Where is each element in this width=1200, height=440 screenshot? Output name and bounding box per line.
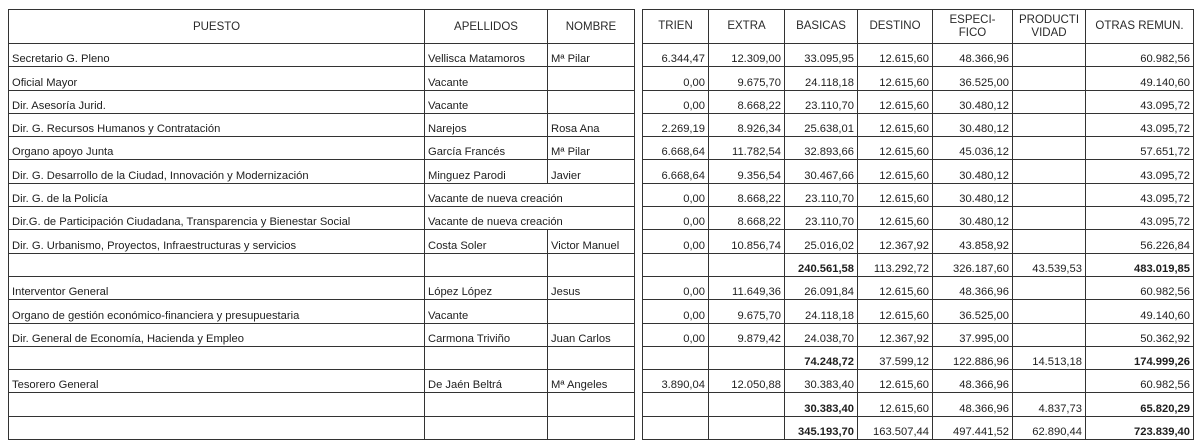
cell-apellidos (425, 393, 548, 416)
cell-especifico: 497.441,52 (933, 416, 1013, 439)
cell-destino: 12.615,60 (858, 44, 933, 67)
cell-otras: 43.095,72 (1086, 183, 1194, 206)
cell-trien: 0,00 (643, 90, 709, 113)
cell-especifico: 30.480,12 (933, 113, 1013, 136)
cell-nombre: Jesus (548, 276, 635, 299)
cell-destino: 12.615,60 (858, 183, 933, 206)
header-row (643, 10, 1194, 44)
table-row (643, 276, 1194, 299)
cell-especifico: 30.480,12 (933, 90, 1013, 113)
cell-trien: 0,00 (643, 183, 709, 206)
cell-otras: 174.999,26 (1086, 346, 1194, 369)
header-trien (643, 10, 709, 44)
cell-extra: 9.675,70 (709, 67, 785, 90)
cell-puesto: Tesorero General (9, 370, 425, 393)
cell-especifico: 45.036,12 (933, 137, 1013, 160)
header-text: TRIEN (658, 20, 693, 32)
cell-nombre: Victor Manuel (548, 230, 635, 253)
header-text: DESTINO (869, 20, 921, 32)
table-row (9, 300, 635, 323)
cell-basicas: 345.193,70 (785, 416, 858, 439)
table-row (9, 137, 635, 160)
cell-trien: 0,00 (643, 67, 709, 90)
cell-extra: 11.782,54 (709, 137, 785, 160)
table-row (9, 323, 635, 346)
cell-extra: 10.856,74 (709, 230, 785, 253)
cell-destino: 12.615,60 (858, 370, 933, 393)
table-row (9, 230, 635, 253)
cell-destino: 12.615,60 (858, 393, 933, 416)
subtotal-row (643, 346, 1194, 369)
cell-extra: 12.309,00 (709, 44, 785, 67)
cell-puesto: Dir. G. Urbanismo, Proyectos, Infraestructuras y servicios (9, 230, 425, 253)
cell-apellidos: Vacante (425, 90, 548, 113)
cell-destino: 12.615,60 (858, 113, 933, 136)
cell-especifico: 30.480,12 (933, 183, 1013, 206)
cell-puesto (9, 416, 425, 439)
table-row (9, 44, 635, 67)
cell-destino: 12.615,60 (858, 207, 933, 230)
cell-puesto (9, 346, 425, 369)
cell-nombre: Mª Angeles (548, 370, 635, 393)
cell-trien: 0,00 (643, 300, 709, 323)
cell-especifico: 37.995,00 (933, 323, 1013, 346)
cell-basicas: 23.110,70 (785, 207, 858, 230)
cell-basicas: 32.893,66 (785, 137, 858, 160)
header-basicas (785, 10, 858, 44)
cell-puesto: Dir. G. Recursos Humanos y Contratación (9, 113, 425, 136)
cell-destino: 12.615,60 (858, 137, 933, 160)
table-row (643, 370, 1194, 393)
cell-destino: 37.599,12 (858, 346, 933, 369)
cell-especifico: 122.886,96 (933, 346, 1013, 369)
cell-basicas: 30.467,66 (785, 160, 858, 183)
cell-basicas: 24.118,18 (785, 67, 858, 90)
cell-apellidos: Carmona Triviño (425, 323, 548, 346)
cell-nombre (548, 393, 635, 416)
table-row (643, 207, 1194, 230)
cell-destino: 12.615,60 (858, 276, 933, 299)
cell-otras: 43.095,72 (1086, 90, 1194, 113)
cell-apellidos: Minguez Parodi (425, 160, 548, 183)
header-otras (1086, 10, 1194, 44)
cell-productividad (1013, 160, 1086, 183)
cell-nombre (548, 346, 635, 369)
cell-puesto (9, 253, 425, 276)
cell-productividad: 14.513,18 (1013, 346, 1086, 369)
cell-apellidos: Vacante de nueva creación (425, 183, 635, 206)
cell-otras: 60.982,56 (1086, 44, 1194, 67)
cell-productividad (1013, 300, 1086, 323)
table-row (643, 160, 1194, 183)
cell-extra: 8.668,22 (709, 90, 785, 113)
cell-otras: 56.226,84 (1086, 230, 1194, 253)
header-extra (709, 10, 785, 44)
cell-basicas: 30.383,40 (785, 370, 858, 393)
cell-extra (709, 346, 785, 369)
table-row (9, 207, 635, 230)
subtotal-row (643, 393, 1194, 416)
cell-productividad: 4.837,73 (1013, 393, 1086, 416)
table-row (9, 160, 635, 183)
cell-trien: 0,00 (643, 207, 709, 230)
cell-nombre: Rosa Ana (548, 113, 635, 136)
header-row (9, 10, 635, 44)
header-destino (858, 10, 933, 44)
cell-nombre: Mª Pilar (548, 44, 635, 67)
cell-extra: 9.879,42 (709, 323, 785, 346)
header-text: ESPECI- (949, 13, 996, 26)
cell-puesto: Dir. General de Economía, Hacienda y Empleo (9, 323, 425, 346)
cell-puesto: Organo apoyo Junta (9, 137, 425, 160)
cell-especifico: 326.187,60 (933, 253, 1013, 276)
table-row (643, 137, 1194, 160)
table-row (643, 90, 1194, 113)
cell-trien: 6.668,64 (643, 137, 709, 160)
cell-productividad: 62.890,44 (1013, 416, 1086, 439)
cell-apellidos (425, 253, 548, 276)
cell-apellidos: García Francés (425, 137, 548, 160)
cell-otras: 49.140,60 (1086, 67, 1194, 90)
cell-productividad (1013, 183, 1086, 206)
cell-basicas: 26.091,84 (785, 276, 858, 299)
header-text: PRODUCTI (1018, 13, 1080, 26)
table-row (643, 183, 1194, 206)
cell-puesto: Secretario G. Pleno (9, 44, 425, 67)
cell-trien: 2.269,19 (643, 113, 709, 136)
cell-otras: 65.820,29 (1086, 393, 1194, 416)
cell-productividad (1013, 207, 1086, 230)
cell-trien: 6.668,64 (643, 160, 709, 183)
cell-basicas: 24.038,70 (785, 323, 858, 346)
header-especifico (933, 10, 1013, 44)
cell-extra: 8.668,22 (709, 207, 785, 230)
cell-especifico: 36.525,00 (933, 67, 1013, 90)
salary-table (642, 9, 1194, 440)
cell-extra: 9.356,54 (709, 160, 785, 183)
cell-destino: 12.615,60 (858, 67, 933, 90)
header-nombre: NOMBRE (548, 10, 635, 44)
cell-productividad: 43.539,53 (1013, 253, 1086, 276)
cell-nombre: Javier (548, 160, 635, 183)
cell-nombre (548, 90, 635, 113)
subtotal-row (643, 416, 1194, 439)
cell-trien: 6.344,47 (643, 44, 709, 67)
cell-puesto (9, 393, 425, 416)
cell-basicas: 240.561,58 (785, 253, 858, 276)
cell-basicas: 24.118,18 (785, 300, 858, 323)
cell-puesto: Dir. Asesoría Jurid. (9, 90, 425, 113)
cell-otras: 483.019,85 (1086, 253, 1194, 276)
cell-otras: 50.362,92 (1086, 323, 1194, 346)
cell-productividad (1013, 137, 1086, 160)
cell-especifico: 43.858,92 (933, 230, 1013, 253)
cell-extra: 9.675,70 (709, 300, 785, 323)
cell-destino: 12.615,60 (858, 90, 933, 113)
cell-nombre: Mª Pilar (548, 137, 635, 160)
cell-productividad (1013, 323, 1086, 346)
cell-puesto: Dir.G. de Participación Ciudadana, Transparencia y Bienestar Social (9, 207, 425, 230)
table-row (643, 230, 1194, 253)
cell-especifico: 48.366,96 (933, 393, 1013, 416)
cell-apellidos: López López (425, 276, 548, 299)
cell-especifico: 48.366,96 (933, 276, 1013, 299)
cell-destino: 12.615,60 (858, 300, 933, 323)
header-productividad (1013, 10, 1086, 44)
cell-productividad (1013, 67, 1086, 90)
cell-destino: 163.507,44 (858, 416, 933, 439)
cell-extra: 11.649,36 (709, 276, 785, 299)
header-puesto: PUESTO (9, 10, 425, 44)
table-row (643, 300, 1194, 323)
cell-productividad (1013, 90, 1086, 113)
table-row (9, 67, 635, 90)
cell-puesto: Dir. G. de la Policía (9, 183, 425, 206)
cell-basicas: 74.248,72 (785, 346, 858, 369)
cell-otras: 60.982,56 (1086, 276, 1194, 299)
header-text: BASICAS (796, 20, 846, 32)
cell-apellidos: De Jaén Beltrá (425, 370, 548, 393)
cell-apellidos (425, 346, 548, 369)
cell-especifico: 36.525,00 (933, 300, 1013, 323)
cell-otras: 723.839,40 (1086, 416, 1194, 439)
header-apellidos: APELLIDOS (425, 10, 548, 44)
cell-apellidos: Vacante (425, 300, 548, 323)
header-text: FICO (958, 26, 987, 39)
cell-especifico: 30.480,12 (933, 207, 1013, 230)
cell-otras: 43.095,72 (1086, 207, 1194, 230)
cell-trien (643, 393, 709, 416)
table-row (9, 113, 635, 136)
cell-extra: 8.926,34 (709, 113, 785, 136)
cell-productividad (1013, 370, 1086, 393)
cell-otras: 60.982,56 (1086, 370, 1194, 393)
cell-puesto: Interventor General (9, 276, 425, 299)
table-row (9, 393, 635, 416)
cell-trien: 0,00 (643, 276, 709, 299)
header-text: OTRAS REMUN. (1095, 20, 1184, 32)
cell-trien: 0,00 (643, 230, 709, 253)
cell-productividad (1013, 230, 1086, 253)
cell-apellidos: Vellisca Matamoros (425, 44, 548, 67)
cell-otras: 43.095,72 (1086, 160, 1194, 183)
cell-destino: 113.292,72 (858, 253, 933, 276)
table-row (643, 323, 1194, 346)
cell-otras: 57.651,72 (1086, 137, 1194, 160)
cell-basicas: 33.095,95 (785, 44, 858, 67)
cell-nombre (548, 67, 635, 90)
header-text: VIDAD (1031, 26, 1067, 39)
table-row (9, 253, 635, 276)
table-row (9, 346, 635, 369)
header-text: EXTRA (727, 20, 766, 32)
cell-puesto: Organo de gestión económico-financiera y presupuestaria (9, 300, 425, 323)
cell-extra (709, 416, 785, 439)
cell-basicas: 25.638,01 (785, 113, 858, 136)
cell-especifico: 30.480,12 (933, 160, 1013, 183)
cell-nombre (548, 253, 635, 276)
table-row (9, 416, 635, 439)
cell-apellidos: Vacante de nueva creación (425, 207, 635, 230)
table-row (9, 370, 635, 393)
table-row (643, 44, 1194, 67)
cell-otras: 43.095,72 (1086, 113, 1194, 136)
cell-apellidos: Vacante (425, 67, 548, 90)
cell-apellidos: Costa Soler (425, 230, 548, 253)
cell-nombre (548, 300, 635, 323)
cell-extra: 12.050,88 (709, 370, 785, 393)
cell-productividad (1013, 44, 1086, 67)
cell-especifico: 48.366,96 (933, 370, 1013, 393)
cell-nombre: Juan Carlos (548, 323, 635, 346)
cell-basicas: 23.110,70 (785, 183, 858, 206)
cell-extra (709, 393, 785, 416)
cell-otras: 49.140,60 (1086, 300, 1194, 323)
table-row (9, 183, 635, 206)
cell-destino: 12.367,92 (858, 323, 933, 346)
cell-trien: 0,00 (643, 323, 709, 346)
table-row (643, 113, 1194, 136)
cell-basicas: 30.383,40 (785, 393, 858, 416)
cell-trien (643, 253, 709, 276)
cell-productividad (1013, 276, 1086, 299)
cell-puesto: Oficial Mayor (9, 67, 425, 90)
cell-productividad (1013, 113, 1086, 136)
subtotal-row (643, 253, 1194, 276)
cell-apellidos (425, 416, 548, 439)
cell-destino: 12.367,92 (858, 230, 933, 253)
cell-trien (643, 346, 709, 369)
cell-trien (643, 416, 709, 439)
cell-apellidos: Narejos (425, 113, 548, 136)
cell-puesto: Dir. G. Desarrollo de la Ciudad, Innovación y Modernización (9, 160, 425, 183)
cell-basicas: 23.110,70 (785, 90, 858, 113)
cell-nombre (548, 416, 635, 439)
staff-table (8, 9, 635, 440)
cell-destino: 12.615,60 (858, 160, 933, 183)
cell-basicas: 25.016,02 (785, 230, 858, 253)
cell-extra: 8.668,22 (709, 183, 785, 206)
table-row (9, 276, 635, 299)
cell-especifico: 48.366,96 (933, 44, 1013, 67)
cell-trien: 3.890,04 (643, 370, 709, 393)
table-row (643, 67, 1194, 90)
cell-extra (709, 253, 785, 276)
table-row (9, 90, 635, 113)
